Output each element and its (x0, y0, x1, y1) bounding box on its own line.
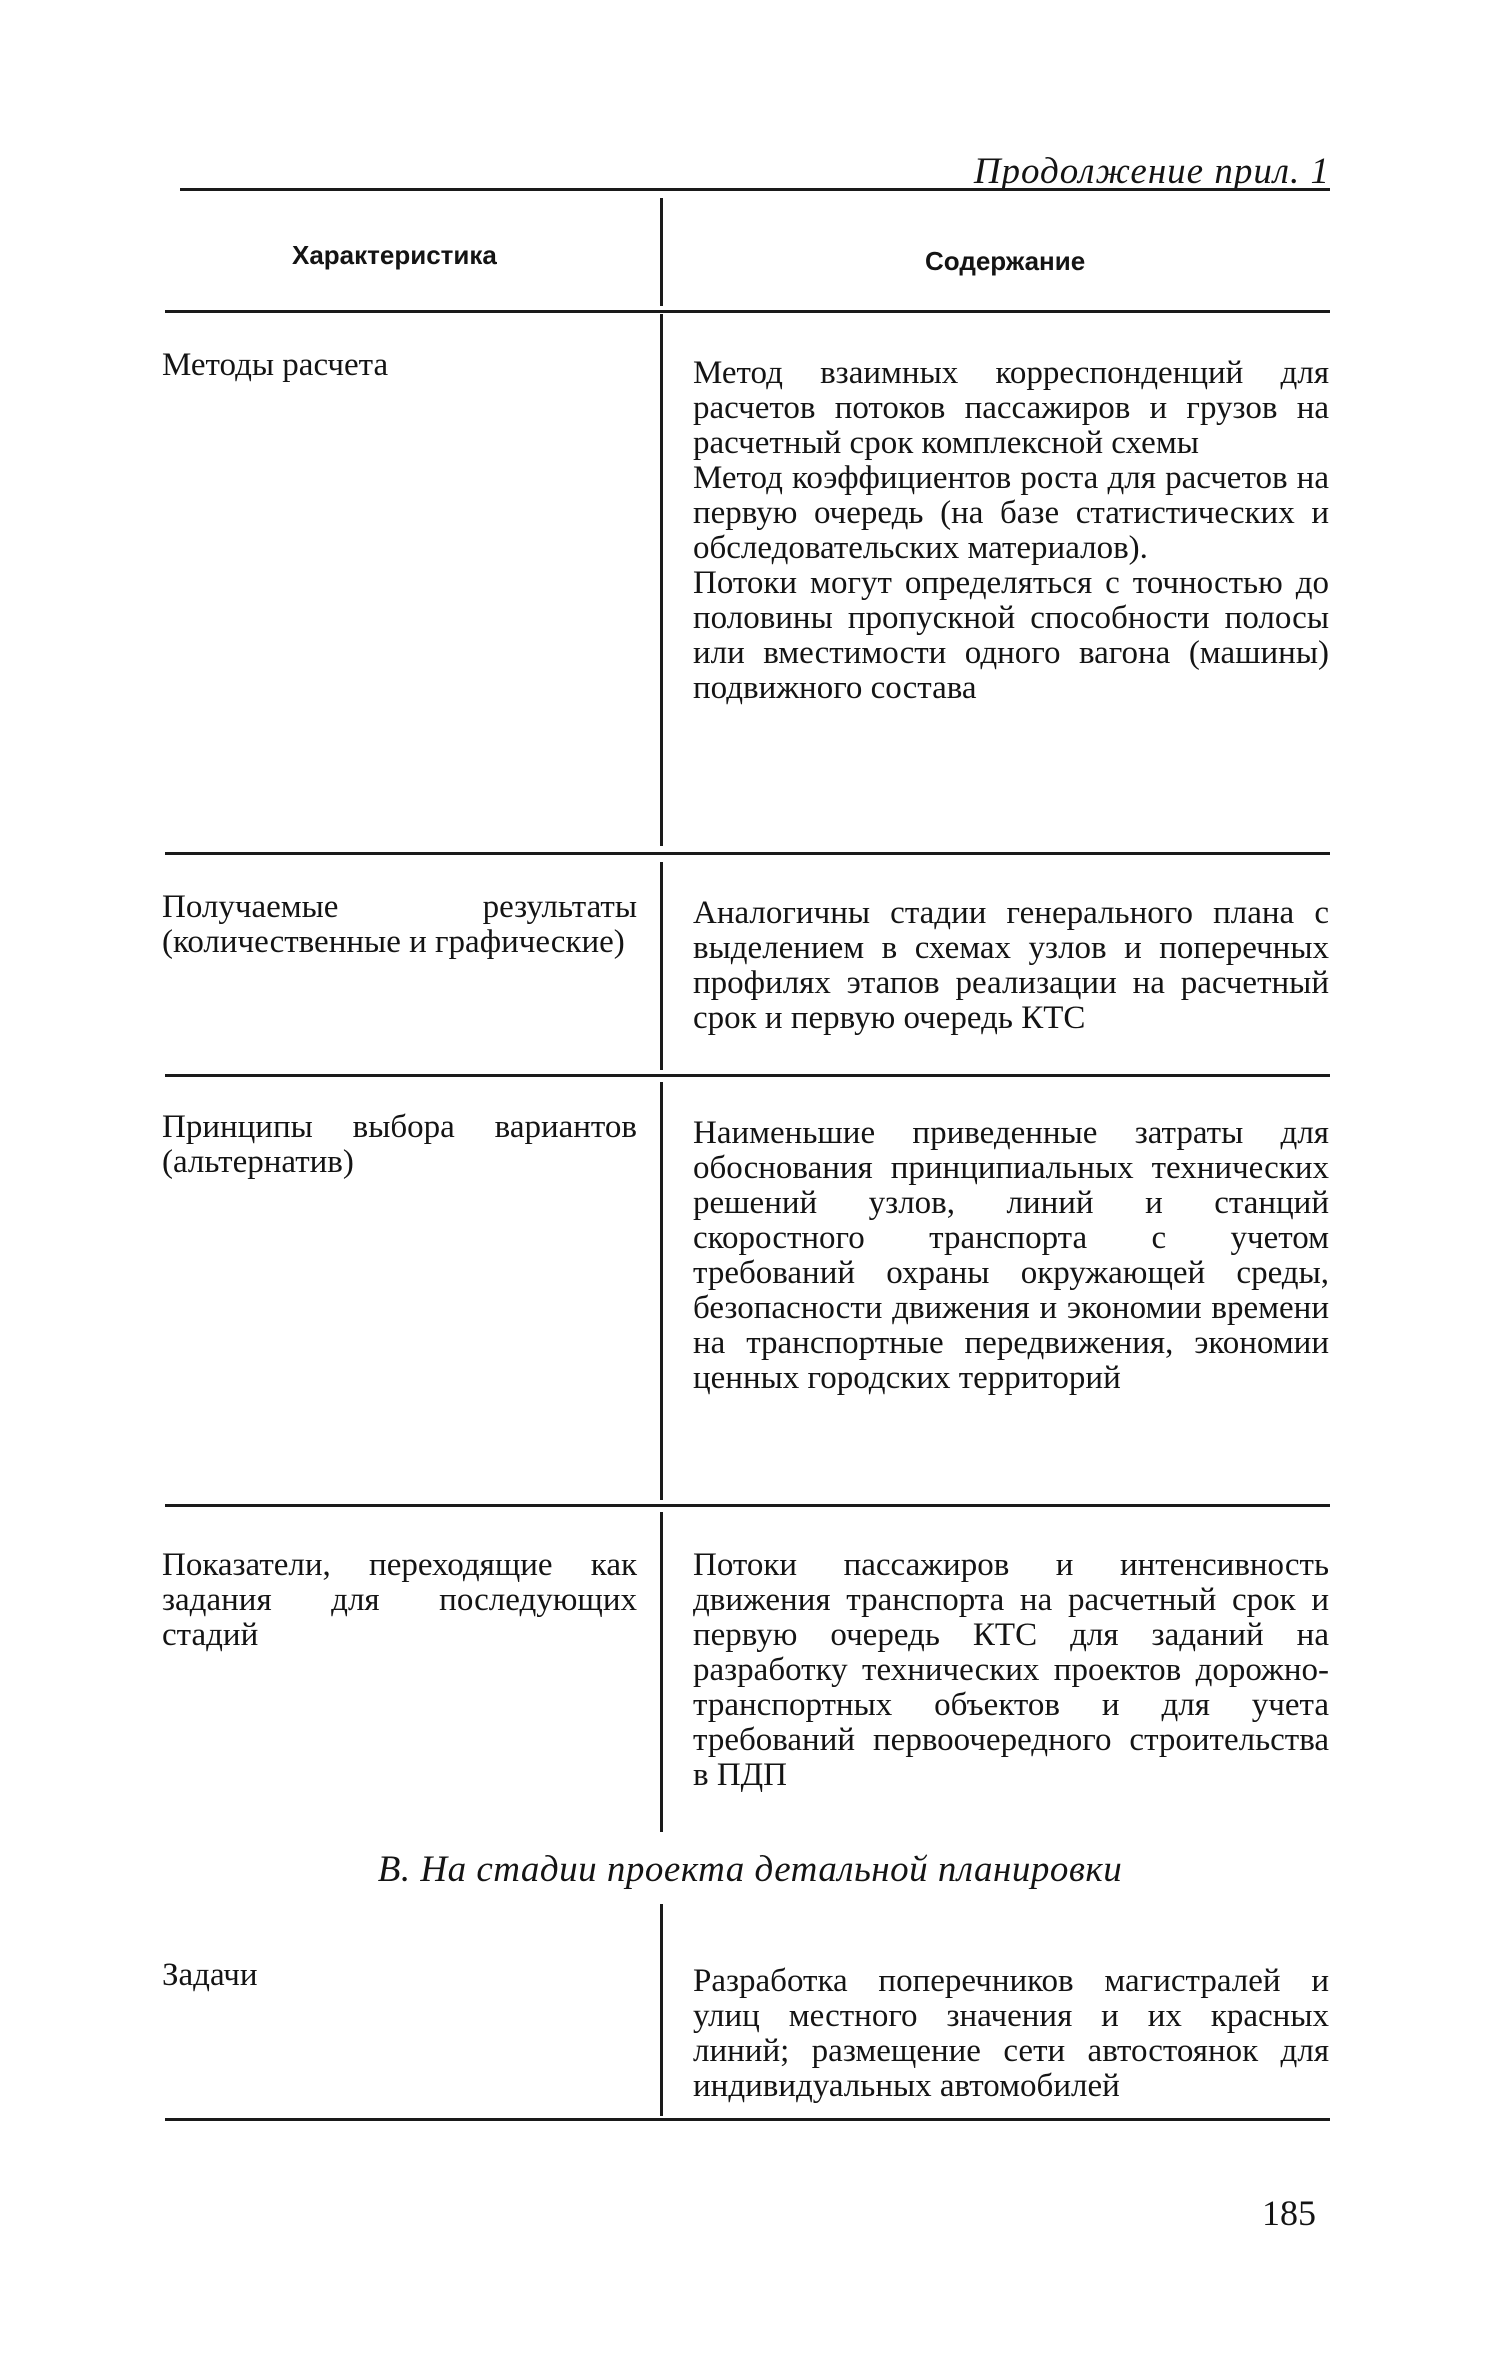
continuation-note: Продолжение прил. 1 (973, 151, 1330, 192)
table-top-rule (180, 188, 1330, 191)
table-row-characteristic: Показатели, переходящие как задания для последующих стадий (162, 1547, 637, 1653)
table-row-content: Метод взаимных корреспонденций для расчетов потоков пассажиров и грузов на расчетный срок комплексной схемы Метод коэффициентов роста для расчетов на первую очередь (на базе статистических и обследовательских материалов). Потоки могут определяться с точностью до половины пропускной способности полосы или вместимости одного вагона (машины) подвижного состава (693, 355, 1329, 706)
column-divider (660, 1082, 663, 1500)
column-header-content: Содержание (925, 246, 1086, 276)
table-row-characteristic: Получаемые результаты (количественные и графические) (162, 889, 637, 960)
column-header-characteristic: Характеристика (292, 240, 497, 270)
table-row-characteristic: Принципы выбора вариантов (альтернатив) (162, 1109, 637, 1180)
section-title: В. На стадии проекта детальной планировки (377, 1849, 1123, 1890)
table-row-characteristic: Методы расчета (162, 347, 389, 383)
column-divider (660, 198, 663, 306)
row-separator (165, 852, 1330, 855)
table-row-characteristic: Задачи (162, 1957, 258, 1993)
table-row-content: Аналогичны стадии генерального плана с выделением в схемах узлов и поперечных профилях этапов реализации на расчетный срок и первую очередь КТС (693, 895, 1329, 1036)
column-divider (660, 862, 663, 1070)
table-bottom-rule (165, 2118, 1330, 2121)
row-separator (165, 1074, 1330, 1077)
table-row-content: Потоки пассажиров и интенсивность движения транспорта на расчетный срок и первую очередь КТС для заданий на разработку технических проектов дорожно-транспортных объектов и для учета требований первоочередного строительства в ПДП (693, 1547, 1329, 1793)
column-divider (660, 1512, 663, 1832)
header-bottom-rule (165, 310, 1330, 313)
table-row-content: Разработка поперечников магистралей и улиц местного значения и их красных линий; размещение сети автостоянок для индивидуальных автомобилей (693, 1963, 1329, 2104)
row-separator (165, 1504, 1330, 1507)
page-number: 185 (1262, 2193, 1316, 2233)
column-divider (660, 1904, 663, 2116)
column-divider (660, 314, 663, 846)
table-row-content: Наименьшие приведенные затраты для обоснования принципиальных технических решений узлов, линий и станций скоростного транспорта с учетом требований охраны окружающей среды, безопасности движения и экономии времени на транспортные передвижения, экономии ценных городских территорий (693, 1115, 1329, 1396)
